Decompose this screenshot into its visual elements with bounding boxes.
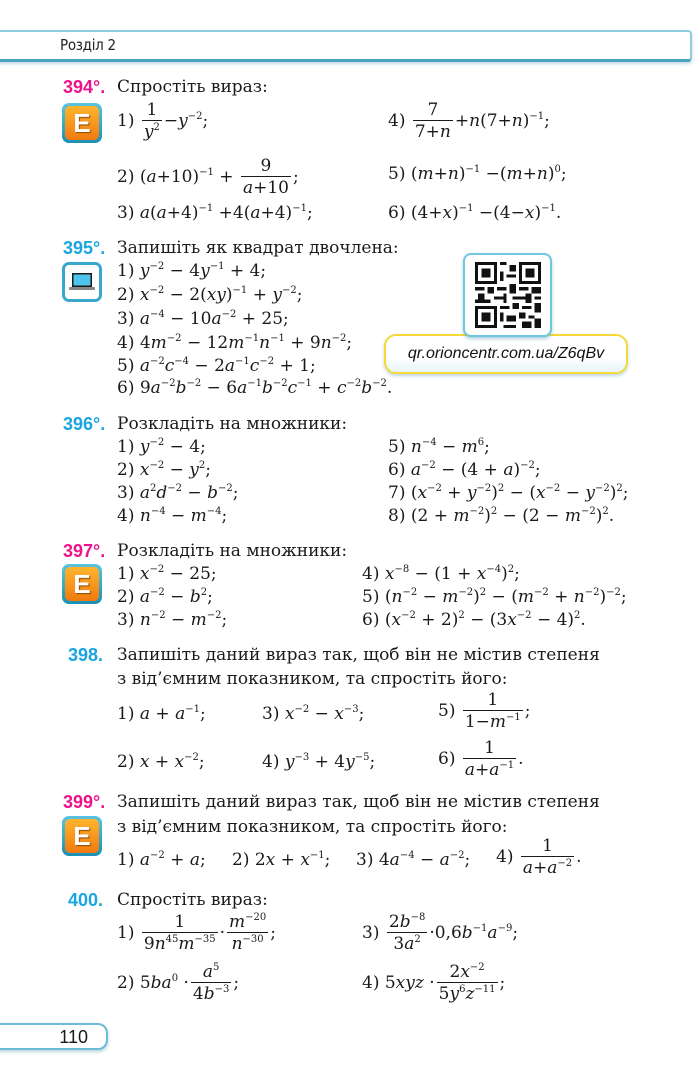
task-item: 1) $a^{-2} + a$;: [117, 850, 206, 870]
task-item: 4) $\frac{7}{7+n}$ $+n(7+n)^{-1}$;: [388, 100, 550, 142]
qr-code-icon[interactable]: [463, 253, 552, 337]
exercise-title: Запишіть як квадрат двочлена:: [117, 238, 399, 258]
task-item: 5) $a^{-2}c^{-4} - 2a^{-1}c^{-2} + 1$;: [117, 356, 316, 376]
task-item: 2) $x^{-2} - 2(xy)^{-1} + y^{-2}$;: [117, 285, 303, 305]
exercise-title: Розкладіть на множники:: [117, 541, 348, 561]
task-item: 1) $y^{-2} - 4y^{-1} + 4$;: [117, 261, 267, 281]
exercise-number: 400.: [68, 890, 104, 910]
task-item: 2) $x + x^{-2}$;: [117, 752, 205, 772]
exercise-title: Спростіть вираз:: [117, 77, 268, 97]
task-item: 2) $5ba^0$ · $\frac{a^5}{4b^{-3}}$ ;: [117, 962, 240, 1004]
exercise-number: 397°.: [63, 541, 106, 561]
task-item: 1) $\frac{1}{y^2}$ $-y^{-2}$;: [117, 100, 209, 142]
exercise-title-line2: з від’ємним показником, та спростіть його:: [117, 817, 508, 837]
section-header: [0, 30, 692, 62]
task-item: 5) $(m+n)^{-1} -(m+n)^0$;: [388, 164, 567, 184]
task-item: 6) $a^{-2} - (4 + a)^{-2}$;: [388, 460, 541, 480]
task-item: 3) $a^{-4} - 10a^{-2} + 25$;: [117, 309, 289, 329]
task-item: 3) $a(a+4)^{-1} +4(a+4)^{-1}$;: [117, 203, 313, 223]
task-item: 3) $n^{-2} - m^{-2}$;: [117, 610, 228, 630]
task-item: 2) $x^{-2} - y^2$;: [117, 460, 211, 480]
exercise-number: 395°.: [63, 238, 106, 258]
exercise-number: 398.: [68, 645, 104, 665]
e-level-badge-icon: E: [62, 103, 102, 143]
laptop-icon: [62, 262, 102, 302]
e-level-badge-icon: E: [62, 564, 102, 604]
task-item: 8) $(2 + m^{-2})^2 - (2 - m^{-2})^2$.: [388, 506, 615, 526]
page-number: 110: [0, 1023, 108, 1050]
task-item: 3) $a^2d^{-2} - b^{-2}$;: [117, 483, 239, 503]
exercise-number: 396°.: [63, 414, 106, 434]
qr-link[interactable]: qr.orioncentr.com.ua/Z6qBv: [384, 334, 628, 374]
task-item: 6) $(x^{-2} + 2)^2 - (3x^{-2} - 4)^2$.: [362, 610, 586, 630]
task-item: 6) $9a^{-2}b^{-2} - 6a^{-1}b^{-2}c^{-1} + c^{-2}b^{-2}$.: [117, 378, 393, 398]
task-item: 6) $\frac{1}{a+a^{-1}}$ .: [438, 738, 524, 780]
task-item: 2) $2x + x^{-1}$;: [232, 850, 331, 870]
exercise-number: 394°.: [63, 77, 106, 97]
exercise-title: Спростіть вираз:: [117, 890, 268, 910]
task-item: 5) $(n^{-2} - m^{-2})^2 - (m^{-2} + n^{-2})^{-2}$;: [362, 587, 627, 607]
task-item: 4) $4m^{-2} - 12m^{-1}n^{-1} + 9n^{-2}$;: [117, 333, 353, 353]
task-item: 1) $y^{-2} - 4$;: [117, 437, 206, 457]
section-title: Розділ 2: [60, 36, 116, 54]
task-item: 7) $(x^{-2} + y^{-2})^2 - (x^{-2} - y^{-2})^2$;: [388, 483, 629, 503]
task-item: 4) $n^{-4} - m^{-4}$;: [117, 506, 228, 526]
task-item: 4) $y^{-3} + 4y^{-5}$;: [262, 752, 376, 772]
task-item: 4) $x^{-8} - (1 + x^{-4})^2$;: [362, 564, 520, 584]
exercise-title-line2: з від’ємним показником, та спростіть його:: [117, 669, 508, 689]
task-item: 2) $(a+10)^{-1}$ + $\frac{9}{a+10}$ ;: [117, 156, 299, 198]
exercise-title: Запишіть даний вираз так, щоб він не містив степеня: [117, 645, 600, 665]
exercise-title: Запишіть даний вираз так, щоб він не містив степеня: [117, 792, 600, 812]
task-item: 3) $x^{-2} - x^{-3}$;: [262, 704, 365, 724]
task-item: 6) $(4+x)^{-1} -(4-x)^{-1}$.: [388, 203, 562, 223]
task-item: 3) $4a^{-4} - a^{-2}$;: [356, 850, 471, 870]
task-item: 5) $\frac{1}{1-m^{-1}}$ ;: [438, 690, 531, 732]
task-item: 5) $n^{-4} - m^6$;: [388, 437, 490, 457]
task-item: 1) $x^{-2} - 25$;: [117, 564, 217, 584]
e-level-badge-icon: E: [62, 816, 102, 856]
task-item: 1) $\frac{1}{9n^{45}m^{-35}}$ · $\frac{m^{-20}}{n^{-30}}$ ;: [117, 912, 276, 954]
task-item: 4) 5xyz · $\frac{2x^{-2}}{5y^6z^{-11}}$ ;: [362, 962, 506, 1004]
task-item: 4) $\frac{1}{a+a^{-2}}$ .: [496, 836, 582, 878]
task-item: 3) $\frac{2b^{-8}}{3a^2}$ $\cdot 0,6b^{-1}a^{-9}$;: [362, 912, 519, 954]
task-item: 1) $a + a^{-1}$;: [117, 704, 206, 724]
task-item: 2) $a^{-2} - b^2$;: [117, 587, 213, 607]
exercise-number: 399°.: [63, 792, 106, 812]
exercise-title: Розкладіть на множники:: [117, 414, 348, 434]
